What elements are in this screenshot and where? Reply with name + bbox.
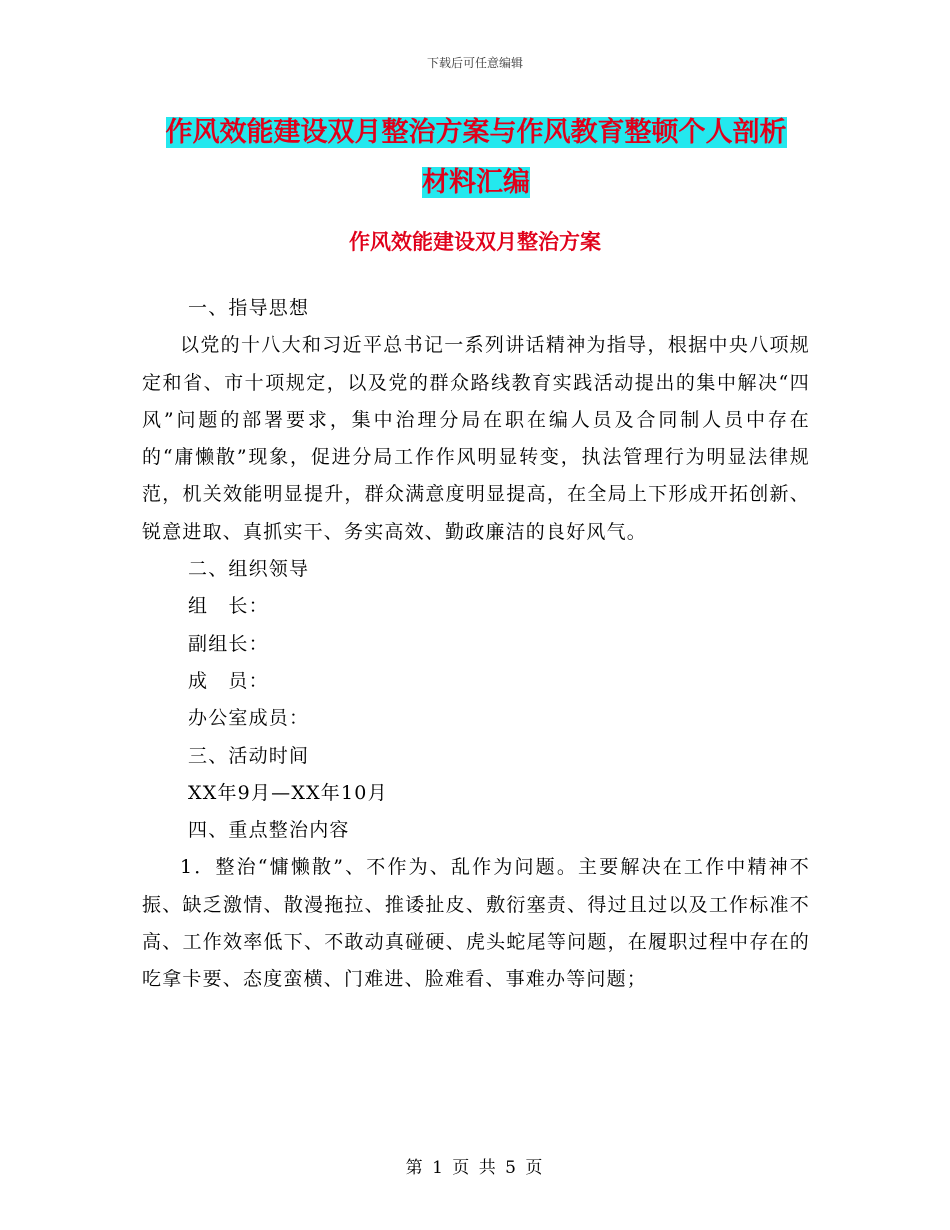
section-title: 作风效能建设双月整治方案 xyxy=(349,229,601,254)
heading-activity-time: 三、活动时间 xyxy=(188,744,310,767)
heading-guiding-ideology: 一、指导思想 xyxy=(188,297,310,319)
document-title-line-1: 作风效能建设双月整治方案与作风教育整顿个人剖析 xyxy=(165,117,787,148)
leader-line: 组 长： xyxy=(188,595,269,618)
heading-key-content: 四、重点整治内容 xyxy=(188,819,350,842)
document-title-line-2: 材料汇编 xyxy=(422,167,530,198)
document-body xyxy=(142,290,810,999)
members-line: 成 员： xyxy=(188,669,269,692)
paragraph-guiding-ideology: 以党的十八大和习近平总书记一系列讲话精神为指导，根据中央八项规定和省、市十项规定，以及党的群众路线教育实践活动提出的集中解决“四风”问题的部署要求，集中治理分局在职在编人员及合同制人员中存在的“庸懒散”现象，促进分局工作作风明显转变，执法管理行为明显法律规范，机关效能明显提升，群众满意度明显提高，在全局上下形成开拓创新、锐意进取、真抓实干、务实高效、勤政廉洁的良好风气。 xyxy=(142,334,810,543)
heading-organization: 二、组织领导 xyxy=(188,558,310,581)
header-note: 下载后可任意编辑 xyxy=(426,56,523,70)
paragraph-key-content-1: 1．整治“慵懒散”、不作为、乱作为问题。主要解决在工作中精神不振、缺乏激情、散漫拖拉、推诿扯皮、敷衍塞责、得过且过以及工作标准不高、工作效率低下、不敢动真碰硬、虎头蛇尾等问题，在履职过程中存在的吃拿卡要、态度蛮横、门难进、脸难看、事难办等问题； xyxy=(142,856,810,991)
activity-time: XX年9月—XX年10月 xyxy=(188,781,388,804)
office-members-line: 办公室成员： xyxy=(188,707,310,730)
document-title xyxy=(140,108,812,208)
page-footer: 第 1 页 共 5 页 xyxy=(405,1158,545,1178)
vice-leader-line: 副组长： xyxy=(188,632,269,655)
